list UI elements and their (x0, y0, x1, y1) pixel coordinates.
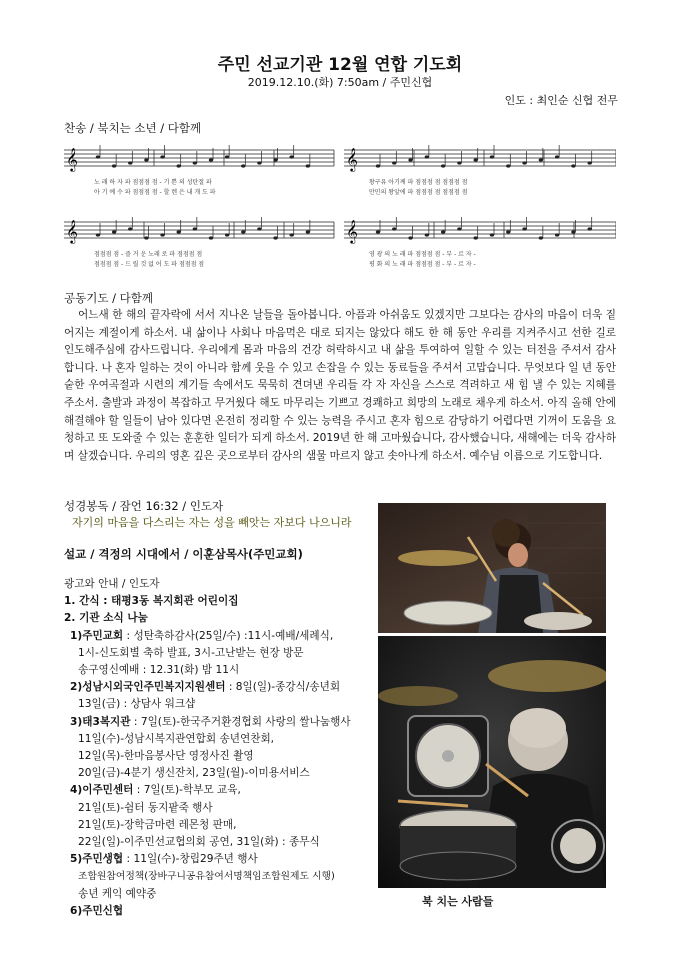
org-item: 2)성남시외국인주민복지지원센터 : 8일(일)-종강식/송년회 (70, 681, 341, 694)
music-note (177, 230, 181, 233)
music-note (571, 230, 575, 233)
scripture-label: 성경봉독 / 잠언 16:32 / 인도자 (64, 499, 224, 513)
news-heading: 2. 기관 소식 나눔 (64, 612, 148, 625)
music-note (425, 233, 429, 236)
org-detail: 12일(목)-한마음봉사단 영정사진 촬영 (78, 750, 254, 763)
music-note (177, 164, 181, 167)
sermon-line: 설교 / 격정의 시대에서 / 이훈삼목사(주민교회) (64, 547, 303, 561)
music-note (474, 236, 478, 239)
music-note (290, 233, 294, 236)
music-note (144, 236, 148, 239)
music-note (160, 233, 164, 236)
hymn-lyrics: 평 화 의 노 래 파 점점점 점 - 부 - 르 자 - (369, 261, 476, 268)
hymn-lyrics: 점점점 점 - 드 릴 것 없 어 도 파 점점점 점 (94, 261, 205, 268)
music-note (241, 230, 245, 233)
org-detail: 송구영신예배 : 12.31(화) 밤 11시 (78, 664, 240, 677)
date-location: 2019.12.10.(화) 7:50am / 주민신협 (247, 76, 433, 89)
music-note (273, 158, 277, 161)
announcements-label: 광고와 안내 / 인도자 (64, 578, 160, 590)
org-detail: 21일(토)-장학금마련 레몬청 판매, (78, 818, 237, 831)
music-note (555, 233, 559, 236)
org-detail: 22일(일)-이주민선교협의회 공연, 31일(화) : 종무식 (78, 836, 320, 849)
org-detail: 11일(수)-성남시복지관연합회 송년연찬회, (78, 732, 275, 745)
hymn-lyrics: 영 광 의 노 래 파 점점점 점 - 부 - 르 자 - (369, 251, 476, 258)
music-note (144, 158, 148, 161)
music-note (539, 236, 543, 239)
music-note (128, 227, 132, 230)
org-item: 4)이주민센터 : 7일(토)-학부모 교육, (70, 784, 241, 797)
music-note (225, 233, 229, 236)
music-note (306, 164, 310, 167)
music-note (96, 155, 100, 158)
announcements (64, 576, 376, 920)
music-note (241, 164, 245, 167)
music-note (376, 164, 380, 167)
prayer-label: 공동기도 / 다함께 (64, 291, 153, 305)
music-note (506, 164, 510, 167)
music-note (441, 164, 445, 167)
music-note (257, 227, 261, 230)
org-item: 5)주민생협 : 11일(수)-창립29주년 행사 (70, 853, 258, 866)
music-note (441, 230, 445, 233)
hymn-lyrics: 아 기 예 수 파 점점점 점 - 할 렌 은 내 개 도 파 (94, 189, 216, 196)
music-note (112, 164, 116, 167)
hymn-label: 찬송 / 북치는 소년 / 다함께 (64, 121, 202, 135)
svg-text:𝄞: 𝄞 (66, 147, 78, 171)
music-note (408, 236, 412, 239)
music-note (209, 236, 213, 239)
music-note (392, 227, 396, 230)
music-note (425, 155, 429, 158)
org-item: 3)태3복지관 : 7일(토)-한국주거환경협회 사랑의 쌀나눔행사 (70, 715, 351, 728)
music-note (257, 161, 261, 164)
svg-text:𝄞: 𝄞 (66, 219, 78, 243)
music-note (225, 155, 229, 158)
scripture-verse: 자기의 마음을 다스리는 자는 성을 빼앗는 자보다 나으니라 (72, 516, 352, 529)
hymn-lyrics: 만민의 왕앞에 파 점점점 점 점점점 점 (369, 189, 468, 196)
music-note (588, 227, 592, 230)
music-note (522, 161, 526, 164)
music-note (128, 161, 132, 164)
snack-item: 1. 간식 : 태평3동 복지회관 어린이집 (64, 595, 239, 608)
music-note (408, 158, 412, 161)
music-note (306, 230, 310, 233)
photo-caption: 북 치는 사람들 (422, 895, 494, 908)
sheet-music (64, 140, 616, 286)
music-note (96, 233, 100, 236)
drummer-photo-1 (378, 503, 606, 633)
music-note (539, 158, 543, 161)
svg-text:𝄞: 𝄞 (346, 219, 358, 243)
music-note (273, 236, 277, 239)
music-note (474, 158, 478, 161)
org-detail: 조합원참여정책(장바구니공유참여서명책임조합원제도 시행) (78, 871, 335, 883)
hymn-lyrics: 노 래 하 자 파 점점점 점 - 기 쁜 의 성탄절 파 (94, 179, 212, 186)
org-item: 1)주민교회 : 성탄축하감사(25일/수) :11시-예배/세례식, (70, 629, 334, 642)
music-note (209, 158, 213, 161)
music-note (193, 161, 197, 164)
org-detail: 13일(금) : 상담사 워크샵 (78, 698, 196, 711)
org-item: 6)주민신협 (70, 904, 124, 917)
music-note (290, 155, 294, 158)
music-note (506, 230, 510, 233)
music-note (571, 164, 575, 167)
music-note (457, 227, 461, 230)
hymn-lyrics: 점점점 점 - 즐 거 운 노래 로 파 점점점 점 (94, 251, 203, 258)
page-title: 주민 선교기관 12월 연합 기도회 (217, 55, 463, 75)
leader-line: 인도 : 최인순 신협 전무 (504, 94, 618, 107)
music-note (392, 161, 396, 164)
music-note (555, 155, 559, 158)
svg-text:𝄞: 𝄞 (346, 147, 358, 171)
org-detail: 20일(금)-4분기 생신잔치, 23일(월)-이미용서비스 (78, 767, 310, 780)
music-note (490, 233, 494, 236)
music-note (588, 161, 592, 164)
org-detail: 1시-신도회별 축하 발표, 3시-고난받는 현장 방문 (78, 646, 304, 659)
music-note (457, 161, 461, 164)
music-note (160, 155, 164, 158)
org-detail: 21일(토)-쉼터 동지팥죽 행사 (78, 801, 213, 814)
music-note (522, 227, 526, 230)
music-note (490, 155, 494, 158)
hymn-lyrics: 왕구유 아기께 파 점점점 점 점점점 점 (369, 179, 468, 186)
org-detail: 송년 케익 예약중 (78, 887, 157, 900)
prayer-text: 어느새 한 해의 끝자락에 서서 지나온 날들을 돌아봅니다. 아픔과 아쉬움도 있겠지만 그보다는 감사의 마음이 더욱 짙어지는 계절이게 하소서. 내 삶이나 사회나 마음먹은 대로 되지는 않았다 해도 한 해 동안 우리를 지켜주시고 선한 길로 인도해주심에 감사드립니다. 우리에게 몸과 마음의 건강 허락하시고 내 삶을 투여하여 일할 수 있는 터전을 주셔서 감사합니다. 나 혼자 일하는 것이 아니라 함께 웃을 수 있고 손잡을 수 있는 동료들을 주셔서 고맙습니다. 무엇보다 일 년 동안 숱한 우여곡절과 시련의 계기들 속에서도 묵묵히 견뎌낸 우리들 각 자 자신을 스스로 격려하고 새 힘 낼 수 있는 지혜를 주소서. 출발과 과정이 복잡하고 무거웠다 해도 마무리는 기쁘고 경쾌하고 희망의 노래로 채우게 하소서. 아직 올해 안에 해결해야 할 일들이 남아 있다면 온전히 정리할 수 있는 능력을 주시고 혼자 힘으로 감당하기 어렵다면 기꺼이 도움을 요청하고 또 도와줄 수 있는 훈훈한 일터가 되게 하소서. 2019년 한 해 고마웠습니다, 감사했습니다, 새해에는 더욱 감사하며 살겠습니다. 우리의 영혼 깊은 곳으로부터 감사의 샘물 마르지 않고 솟아나게 하소서. 예수님 이름으로 기도합니다. (64, 309, 616, 462)
music-note (376, 230, 380, 233)
music-note (193, 227, 197, 230)
music-note (112, 230, 116, 233)
drummer-photo-2 (378, 636, 606, 888)
